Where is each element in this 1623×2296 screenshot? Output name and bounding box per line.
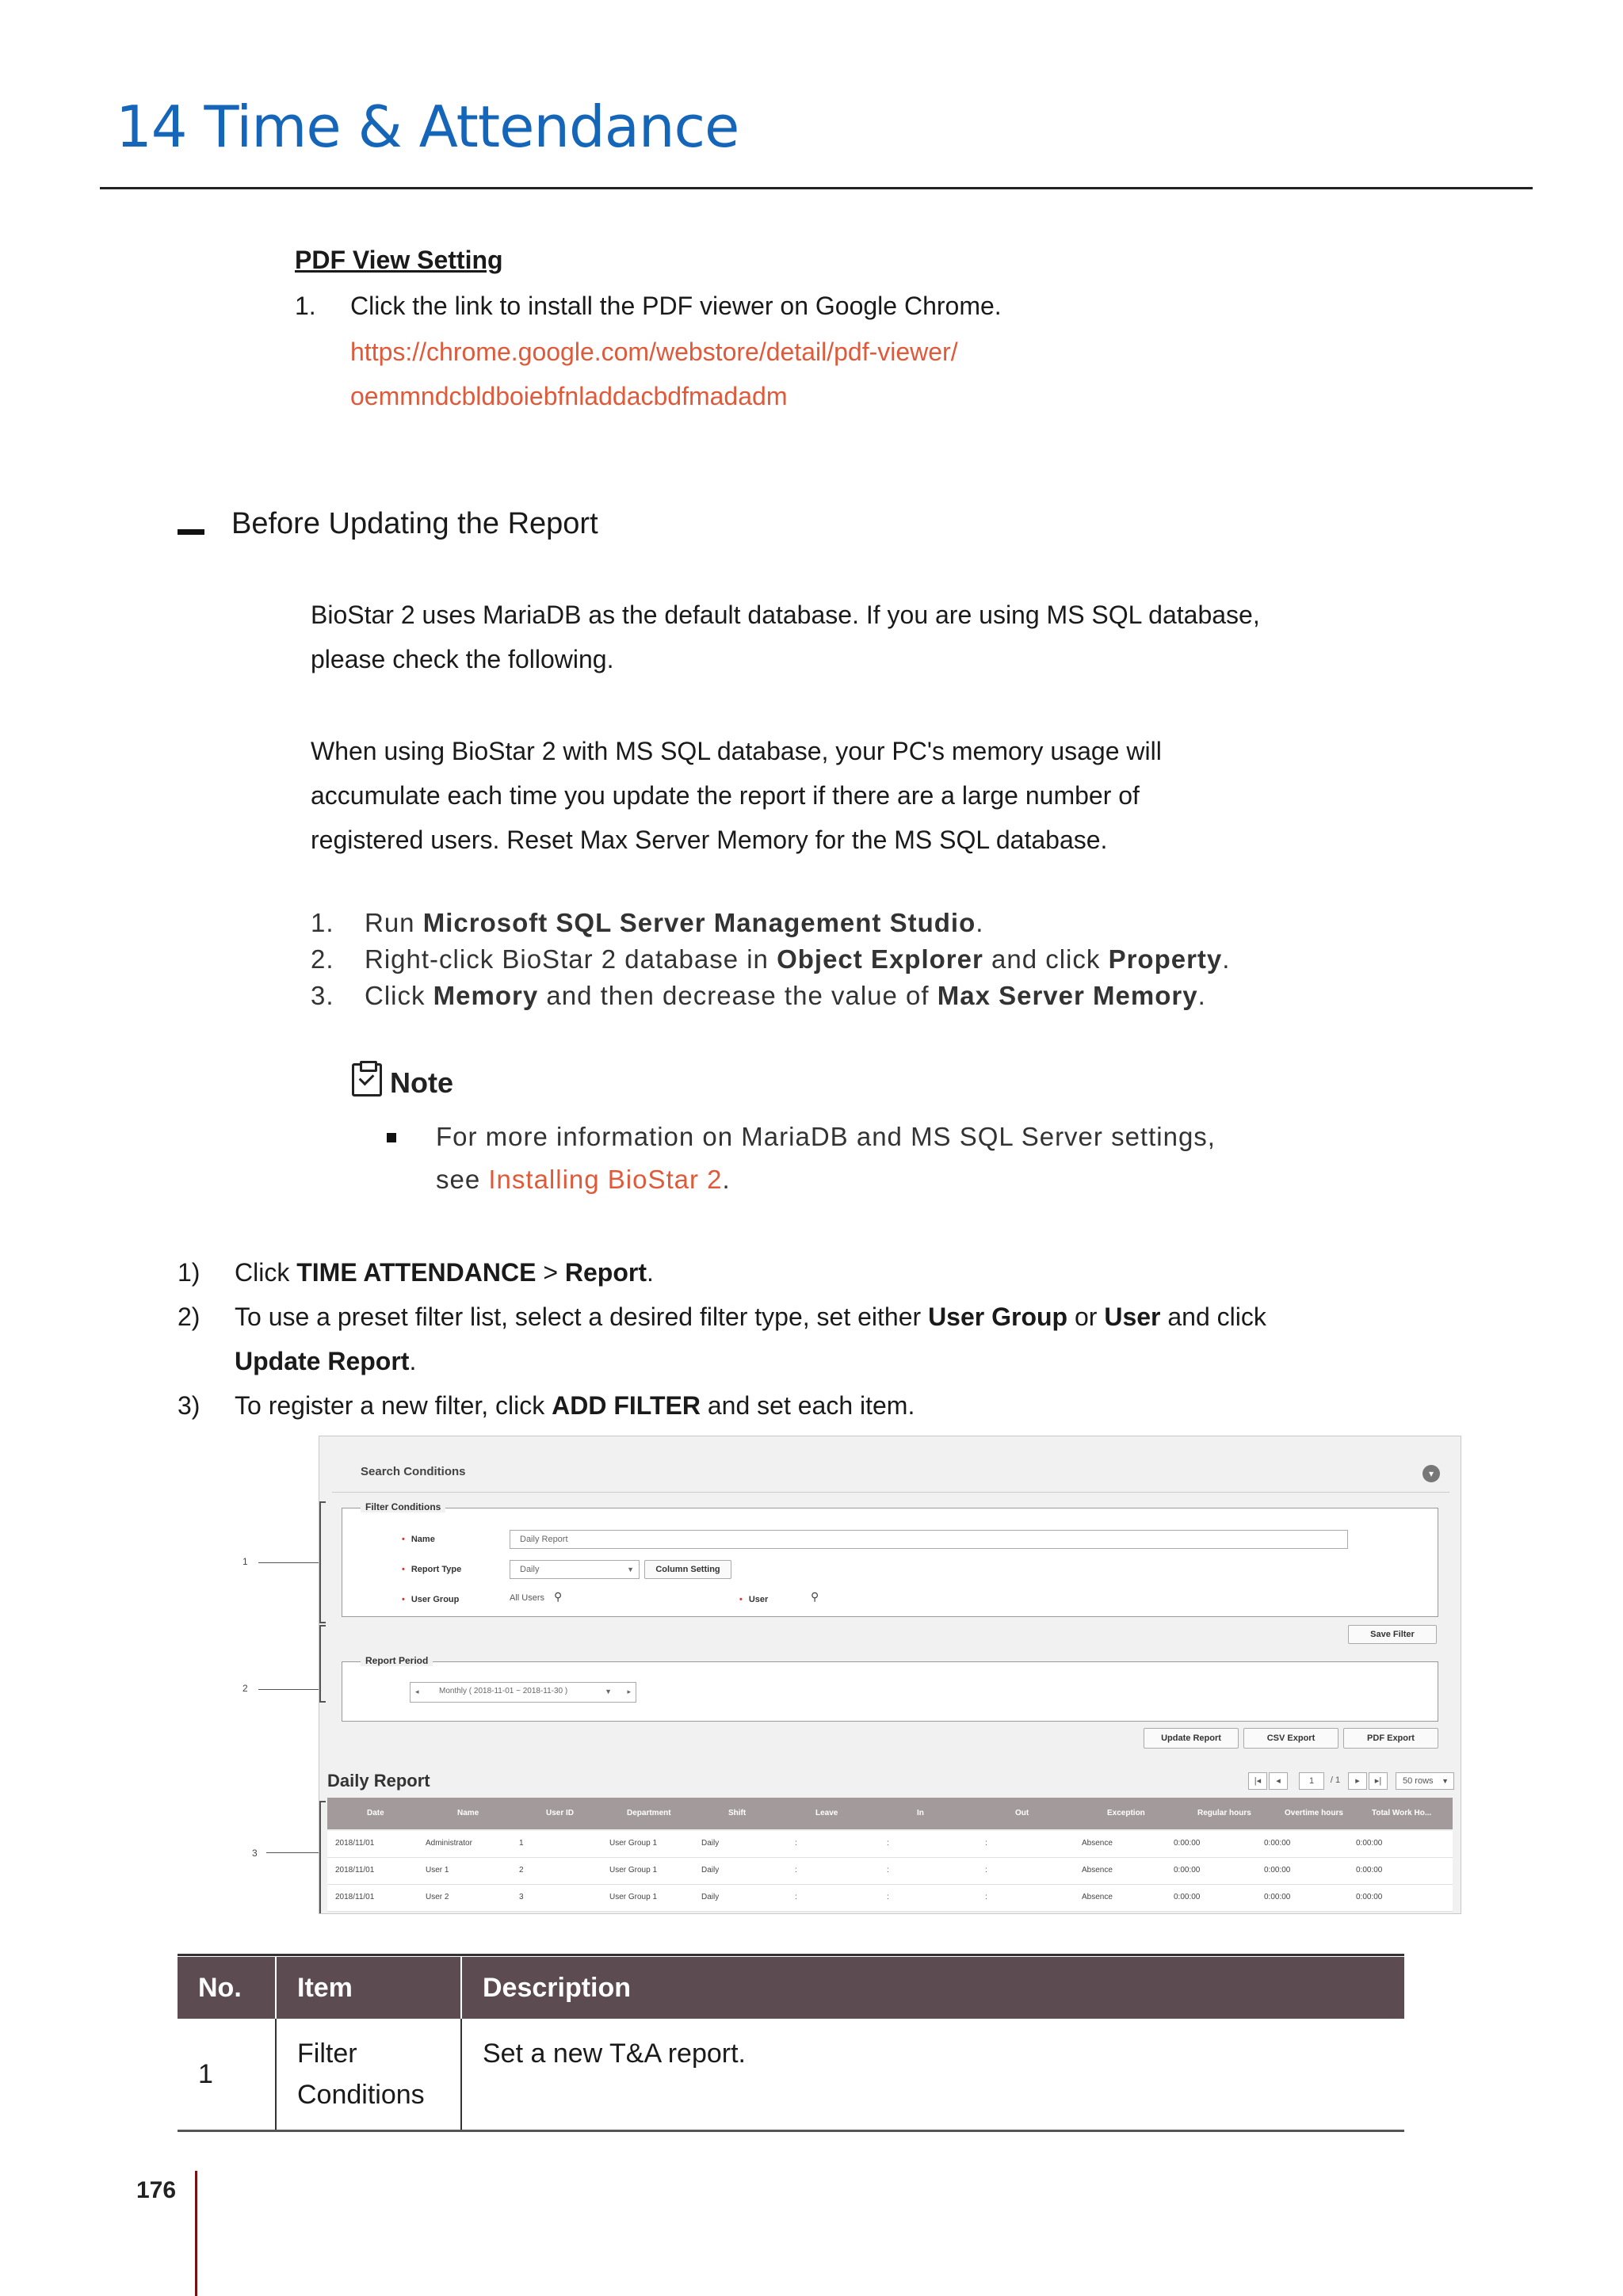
user-search-icon[interactable]: ⚲ <box>811 1590 819 1603</box>
step-bold: ADD FILTER <box>552 1391 701 1420</box>
step-bold: Max Server Memory <box>937 981 1198 1010</box>
col-exception[interactable]: Exception <box>1107 1809 1145 1817</box>
user-group-value: All Users <box>510 1593 545 1603</box>
col-user-id[interactable]: User ID <box>546 1809 575 1817</box>
callout-3: 3 <box>252 1848 258 1859</box>
bracket-2 <box>319 1625 326 1703</box>
pdf-viewer-link-line1[interactable]: https://chrome.google.com/webstore/detail/pdf-viewer/ <box>350 338 958 366</box>
note-text: see <box>436 1165 489 1194</box>
search-divider <box>332 1492 1449 1493</box>
item-line1: Filter <box>297 2039 357 2069</box>
page-input[interactable]: 1 <box>1299 1772 1324 1790</box>
bracket-1 <box>319 1501 326 1623</box>
step-text: Click <box>365 981 433 1010</box>
cell-name: Administrator <box>426 1839 472 1848</box>
first-page-icon[interactable]: |◂ <box>1248 1772 1267 1790</box>
para1-line2: please check the following. <box>311 645 614 673</box>
step-bold: Property <box>1108 944 1223 974</box>
cell-leave: : <box>795 1839 797 1848</box>
cell-exception: Absence <box>1082 1866 1113 1875</box>
cell-name: User 2 <box>426 1893 449 1901</box>
main-step-2 <box>235 1295 1266 1339</box>
dropdown-arrow-icon: ▼ <box>605 1688 612 1695</box>
collapse-chevron-icon[interactable]: ▾ <box>1423 1465 1440 1482</box>
csv-export-button[interactable]: CSV Export <box>1243 1728 1338 1749</box>
cell-out: : <box>985 1893 987 1901</box>
report-period-legend: Report Period <box>361 1655 433 1666</box>
step-text: and then decrease the value of <box>538 981 938 1010</box>
note-line2 <box>436 1165 731 1195</box>
step-bold: Memory <box>433 981 539 1010</box>
col-out[interactable]: Out <box>1015 1809 1029 1817</box>
step-bold: TIME ATTENDANCE <box>296 1258 537 1287</box>
step-text: or <box>1067 1302 1105 1331</box>
main-step-2-cont <box>235 1339 416 1383</box>
cell-out: : <box>985 1866 987 1875</box>
step-number: 2. <box>311 944 334 974</box>
cell-in: : <box>887 1839 889 1848</box>
pdf-viewer-link-line2[interactable]: oemmndcbldboiebfnladdacbdfmadadm <box>350 382 788 410</box>
filter-conditions-legend: Filter Conditions <box>361 1501 445 1512</box>
period-prev-icon: ◂ <box>415 1688 419 1695</box>
title-divider <box>100 187 1533 189</box>
step-text: and click <box>1160 1302 1266 1331</box>
pdf-export-button[interactable]: PDF Export <box>1343 1728 1438 1749</box>
step-text: To use a preset filter list, select a desired filter type, set either <box>235 1302 929 1331</box>
cell-regular-hours: 0:00:00 <box>1174 1866 1201 1875</box>
last-page-icon[interactable]: ▸| <box>1369 1772 1388 1790</box>
name-input[interactable]: Daily Report <box>510 1530 1348 1549</box>
para2-line3: registered users. Reset Max Server Memory for the MS SQL database. <box>311 826 1108 854</box>
cell-shift: Daily <box>701 1866 720 1875</box>
chapter-title: 14 Time & Attendance <box>116 93 739 160</box>
user-group-label: • User Group <box>402 1595 460 1604</box>
user-group-search-icon[interactable]: ⚲ <box>554 1590 563 1603</box>
page-total: / 1 <box>1330 1775 1341 1785</box>
cell-regular-hours: 0:00:00 <box>1174 1839 1201 1848</box>
step-text: and set each item. <box>700 1391 915 1420</box>
cell-total-work-hours: 0:00:00 <box>1356 1893 1383 1901</box>
cell-department: User Group 1 <box>609 1839 658 1848</box>
cell-date: 2018/11/01 <box>335 1839 375 1848</box>
report-type-label: • Report Type <box>402 1565 462 1574</box>
step-text: . <box>409 1347 417 1375</box>
cell-total-work-hours: 0:00:00 <box>1356 1866 1383 1875</box>
cell-date: 2018/11/01 <box>335 1893 375 1901</box>
step-text: To register a new filter, click <box>235 1391 552 1420</box>
col-date[interactable]: Date <box>367 1809 384 1817</box>
callout-2-leader <box>258 1689 322 1690</box>
cell-regular-hours: 0:00:00 <box>1174 1893 1201 1901</box>
step-text: . <box>647 1258 654 1287</box>
pdf-step-number: 1. <box>295 292 316 320</box>
update-report-button[interactable]: Update Report <box>1144 1728 1239 1749</box>
bullet-square-icon <box>387 1133 396 1142</box>
section-title: Before Updating the Report <box>231 507 598 540</box>
user-label: • User <box>739 1595 769 1604</box>
para2-line1: When using BioStar 2 with MS SQL database, your PC's memory usage will <box>311 737 1162 765</box>
step-bold: Update Report <box>235 1347 410 1375</box>
cell-department: User Group 1 <box>609 1866 658 1875</box>
cell-date: 2018/11/01 <box>335 1866 375 1875</box>
note-clipboard-icon <box>352 1063 382 1097</box>
cell-user-id: 1 <box>519 1839 524 1848</box>
cell-exception: Absence <box>1082 1893 1113 1901</box>
cell-name: User 1 <box>426 1866 449 1875</box>
cell-in: : <box>887 1866 889 1875</box>
cell-overtime-hours: 0:00:00 <box>1264 1839 1291 1848</box>
mssql-step-3 <box>311 981 1206 1011</box>
col-regular-hours[interactable]: Regular hours <box>1197 1809 1251 1817</box>
cell-leave: : <box>795 1866 797 1875</box>
page-margin-bar <box>195 2171 197 2296</box>
table-row[interactable] <box>327 1831 1453 1858</box>
cell-leave: : <box>795 1893 797 1901</box>
rows-per-page-select[interactable]: 50 rows ▼ <box>1396 1772 1454 1790</box>
step-bold: Microsoft SQL Server Management Studio <box>422 908 976 937</box>
cell-shift: Daily <box>701 1893 720 1901</box>
header-no: No. <box>178 1957 276 2019</box>
row-no: 1 <box>178 2019 276 2131</box>
step-bold: User <box>1104 1302 1161 1331</box>
prev-page-icon[interactable]: ◂ <box>1269 1772 1288 1790</box>
step-bold: User Group <box>928 1302 1068 1331</box>
report-period-select[interactable]: ◂ Monthly ( 2018-11-01 ~ 2018-11-30 ) ▼ ▸ <box>410 1682 636 1703</box>
cell-overtime-hours: 0:00:00 <box>1264 1866 1291 1875</box>
row-item <box>276 2019 461 2131</box>
col-shift[interactable]: Shift <box>728 1809 747 1817</box>
installing-biostar-link[interactable]: Installing BioStar 2 <box>488 1165 723 1194</box>
mssql-step-1 <box>311 908 983 938</box>
mssql-step-2 <box>311 944 1230 974</box>
cell-exception: Absence <box>1082 1839 1113 1848</box>
para2-line2: accumulate each time you update the report if there are a large number of <box>311 781 1140 810</box>
step-text: and click <box>983 944 1109 974</box>
main-step-3-number: 3) <box>178 1391 200 1420</box>
dropdown-arrow-icon: ▼ <box>1442 1777 1449 1785</box>
main-step-1 <box>235 1250 654 1295</box>
cell-out: : <box>985 1839 987 1848</box>
table-top-rule <box>178 1954 1404 1956</box>
main-step-2-number: 2) <box>178 1302 200 1331</box>
item-line2: Conditions <box>297 2080 425 2110</box>
report-screenshot <box>319 1436 1461 1914</box>
cell-in: : <box>887 1893 889 1901</box>
col-department[interactable]: Department <box>627 1809 671 1817</box>
page-number: 176 <box>136 2177 177 2203</box>
header-item: Item <box>276 1957 461 2019</box>
main-step-3 <box>235 1383 915 1428</box>
dropdown-arrow-icon: ▼ <box>627 1566 634 1573</box>
step-number: 1. <box>311 908 334 937</box>
step-text: > <box>536 1258 565 1287</box>
save-filter-button[interactable]: Save Filter <box>1348 1625 1437 1644</box>
step-text: . <box>976 908 984 937</box>
cell-department: User Group 1 <box>609 1893 658 1901</box>
header-description: Description <box>461 1957 1404 2019</box>
col-in[interactable]: In <box>917 1809 924 1817</box>
item-description-table <box>178 1957 1404 2132</box>
row-description: Set a new T&A report. <box>461 2019 1404 2131</box>
table-row[interactable] <box>327 1858 1453 1885</box>
step-text: Click <box>235 1258 297 1287</box>
step-text: . <box>1197 981 1206 1010</box>
pdf-step-text: Click the link to install the PDF viewer on Google Chrome. <box>350 292 1002 320</box>
step-number: 3. <box>311 981 334 1010</box>
callout-3-leader <box>266 1852 322 1853</box>
section-dash <box>178 529 204 535</box>
filter-conditions-box <box>342 1508 1438 1617</box>
report-type-select[interactable]: Daily ▼ <box>510 1560 640 1579</box>
step-text: Run <box>365 908 423 937</box>
cell-user-id: 3 <box>519 1893 524 1901</box>
period-next-icon: ▸ <box>627 1688 631 1695</box>
step-bold: Object Explorer <box>777 944 983 974</box>
column-setting-button[interactable]: Column Setting <box>644 1560 731 1579</box>
search-conditions-title: Search Conditions <box>361 1465 466 1478</box>
callout-1-leader <box>258 1562 322 1563</box>
table-row[interactable] <box>327 1885 1453 1912</box>
step-text: Right-click BioStar 2 database in <box>365 944 777 974</box>
note-text: . <box>722 1165 731 1194</box>
para1-line1: BioStar 2 uses MariaDB as the default database. If you are using MS SQL database, <box>311 601 1260 629</box>
col-leave[interactable]: Leave <box>815 1809 838 1817</box>
table-row <box>178 2019 1404 2131</box>
next-page-icon[interactable]: ▸ <box>1348 1772 1367 1790</box>
col-name[interactable]: Name <box>457 1809 479 1817</box>
cell-user-id: 2 <box>519 1866 524 1875</box>
name-label: • Name <box>402 1535 435 1544</box>
cell-shift: Daily <box>701 1839 720 1848</box>
col-overtime-hours[interactable]: Overtime hours <box>1285 1809 1343 1817</box>
bracket-3 <box>319 1801 326 1914</box>
step-text: . <box>1222 944 1231 974</box>
note-line1: For more information on MariaDB and MS SQL Server settings, <box>436 1122 1216 1151</box>
cell-overtime-hours: 0:00:00 <box>1264 1893 1291 1901</box>
step-bold: Report <box>564 1258 647 1287</box>
cell-total-work-hours: 0:00:00 <box>1356 1839 1383 1848</box>
note-label: Note <box>390 1066 453 1099</box>
col-total-work-hours[interactable]: Total Work Ho... <box>1372 1809 1432 1817</box>
report-grid-header <box>327 1798 1453 1829</box>
daily-report-title: Daily Report <box>327 1771 430 1791</box>
pdf-setting-heading: PDF View Setting <box>295 246 503 274</box>
main-step-1-number: 1) <box>178 1258 200 1287</box>
callout-1: 1 <box>242 1556 248 1567</box>
callout-2: 2 <box>242 1683 248 1694</box>
